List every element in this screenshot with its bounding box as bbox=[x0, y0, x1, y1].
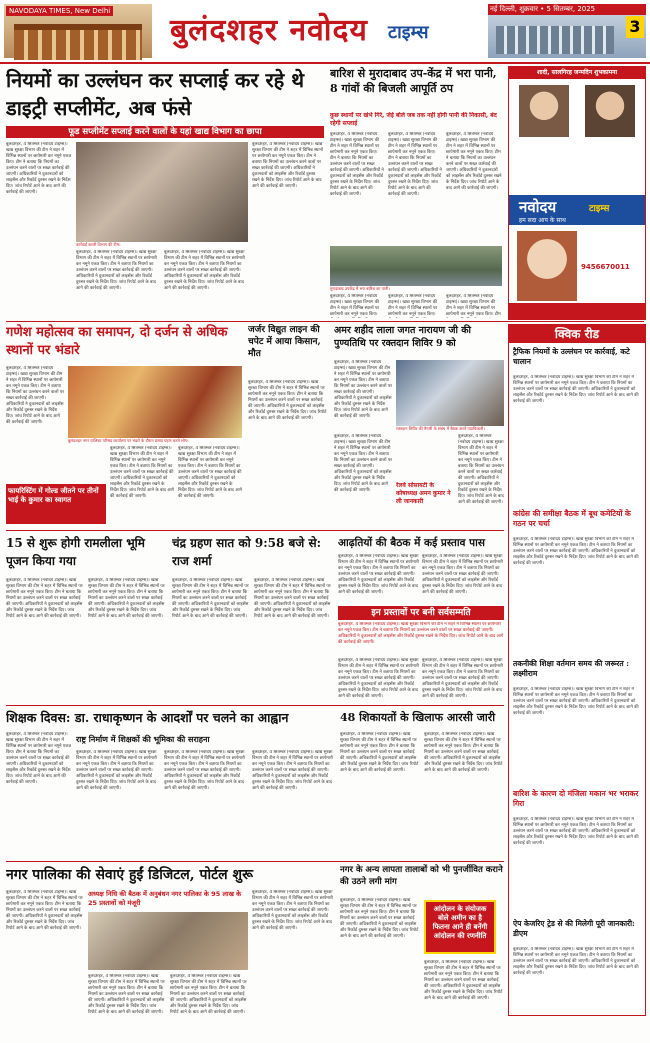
municipal-photo bbox=[88, 912, 248, 970]
traders-resolutions: बुलंदशहर, 4 सितम्बर (नवोदय टाइम्स)। खाद्य सुरक्षा विभाग की टीम ने शहर में विभिन्न स्थानों पर छापेमारी कर नमूने एकत्र किए। टीम ने बताया कि नियमों का उल्लंघन करने वालों पर सख्त कार्रवाई की जाएगी। अधिकारियों ने दुकानदारों को लाइसेंस और रिकॉर्ड दुरुस्त रखने के निर्देश दिए। जांच रिपोर्ट आने के बाद आगे की कार्रवाई की जाएगी। bbox=[338, 622, 504, 645]
ponds-col-1: बुलंदशहर, 4 सितम्बर (नवोदय टाइम्स)। खाद्य सुरक्षा विभाग की टीम ने शहर में विभिन्न स्थानों पर छापेमारी कर नमूने एकत्र किए। टीम ने बताया कि नियमों का उल्लंघन करने वालों पर सख्त कार्रवाई की जाएगी। अधिकारियों ने दुकानदारों को लाइसेंस और रिकॉर्ड दुरुस्त रखने के निर्देश दिए। जांच रिपोर्ट आने के बाद आगे की कार्रवाई की जाएगी। bbox=[340, 898, 419, 939]
flood-col-2: बुलंदशहर, 4 सितम्बर (नवोदय टाइम्स)। खाद्य सुरक्षा विभाग की टीम ने शहर में विभिन्न स्थानों पर छापेमारी कर नमूने एकत्र किए। टीम ने बताया कि नियमों का उल्लंघन करने वालों पर सख्त कार्रवाई की जाएगी। अधिकारियों ने दुकानदारों को लाइसेंस और रिकॉर्ड दुरुस्त रखने के निर्देश दिए। जांच रिपोर्ट आने के बाद आगे की कार्रवाई की जाएगी। bbox=[388, 132, 442, 197]
lead-subhead: फूड सप्लीमेंट सप्लाई करने वालों के यहां खाद्य विभाग का छापा bbox=[6, 126, 324, 138]
quick-read-item4-headline: बारिश के कारण दो मंजिला मकान भर भराकर गिरा bbox=[513, 789, 639, 808]
promo-brand-band bbox=[509, 195, 645, 225]
complaints-headline: 48 शिकायतों के खिलाफ आरसी जारी bbox=[340, 711, 496, 724]
ganesh-photo-caption: बुलंदशहर नगर पालिका परिषद कार्यालय पर भंडारे के दौरान प्रसाद ग्रहण करते लोग। bbox=[68, 438, 242, 444]
divider bbox=[6, 321, 644, 322]
traders-col-1: बुलंदशहर, 4 सितम्बर (नवोदय टाइम्स)। खाद्य सुरक्षा विभाग की टीम ने शहर में विभिन्न स्थानों पर छापेमारी कर नमूने एकत्र किए। टीम ने बताया कि नियमों का उल्लंघन करने वालों पर सख्त कार्रवाई की जाएगी। अधिकारियों ने दुकानदारों को लाइसेंस और रिकॉर्ड दुरुस्त रखने के निर्देश दिए। जांच रिपोर्ट आने के बाद आगे की कार्रवाई की जाएगी। bbox=[338, 554, 419, 595]
ramlila-headline: 15 से शुरू होगी रामलीला भूमि पूजन किया गया bbox=[6, 536, 145, 568]
teachers-col-2: बुलंदशहर, 4 सितम्बर (नवोदय टाइम्स)। खाद्य सुरक्षा विभाग की टीम ने शहर में विभिन्न स्थानों पर छापेमारी कर नमूने एकत्र किए। टीम ने बताया कि नियमों का उल्लंघन करने वालों पर सख्त कार्रवाई की जाएगी। अधिकारियों ने दुकानदारों को लाइसेंस और रिकॉर्ड दुरुस्त रखने के निर्देश दिए। जांच रिपोर्ट आने के बाद आगे की कार्रवाई की जाएगी। bbox=[76, 750, 157, 791]
promo-header: शादी, सालगिरह जन्मदिन शुभकामना bbox=[509, 67, 645, 79]
ganesh-col-1: बुलंदशहर, 4 सितम्बर (नवोदय टाइम्स)। खाद्य सुरक्षा विभाग की टीम ने शहर में विभिन्न स्थानों पर छापेमारी कर नमूने एकत्र किए। टीम ने बताया कि नियमों का उल्लंघन करने वालों पर सख्त कार्रवाई की जाएगी। अधिकारियों ने दुकानदारों को लाइसेंस और रिकॉर्ड दुरुस्त रखने के निर्देश दिए। जांच रिपोर्ट आने के बाद आगे की कार्रवाई की जाएगी। bbox=[6, 366, 64, 425]
blood-headline: अमर शहीद लाला जगत नारायण जी की पुण्यतिथि पर रक्तदान शिविर 9 को bbox=[334, 325, 472, 349]
ramlila-col-1: बुलंदशहर, 4 सितम्बर (नवोदय टाइम्स)। खाद्य सुरक्षा विभाग की टीम ने शहर में विभिन्न स्थानों पर छापेमारी कर नमूने एकत्र किए। टीम ने बताया कि नियमों का उल्लंघन करने वालों पर सख्त कार्रवाई की जाएगी। अधिकारियों ने दुकानदारों को लाइसेंस और रिकॉर्ड दुरुस्त रखने के निर्देश दिए। जांच रिपोर्ट आने के बाद आगे की कार्रवाई की जाएगी। bbox=[6, 578, 83, 619]
ganesh-headline: गणेश महोत्सव का समापन, दो दर्जन से अधिक स्थानों पर भंडारे bbox=[6, 325, 228, 358]
teachers-col-1: बुलंदशहर, 4 सितम्बर (नवोदय टाइम्स)। खाद्य सुरक्षा विभाग की टीम ने शहर में विभिन्न स्थानों पर छापेमारी कर नमूने एकत्र किए। टीम ने बताया कि नियमों का उल्लंघन करने वालों पर सख्त कार्रवाई की जाएगी। अधिकारियों ने दुकानदारों को लाइसेंस और रिकॉर्ड दुरुस्त रखने के निर्देश दिए। जांच रिपोर्ट आने के बाद आगे की कार्रवाई की जाएगी। bbox=[6, 732, 71, 785]
divider bbox=[6, 705, 504, 706]
municipal-col-2: बुलंदशहर, 4 सितम्बर (नवोदय टाइम्स)। खाद्य सुरक्षा विभाग की टीम ने शहर में विभिन्न स्थानों पर छापेमारी कर नमूने एकत्र किए। टीम ने बताया कि नियमों का उल्लंघन करने वालों पर सख्त कार्रवाई की जाएगी। अधिकारियों ने दुकानदारों को लाइसेंस और रिकॉर्ड दुरुस्त रखने के निर्देश दिए। जांच रिपोर्ट आने के बाद आगे की कार्रवाई की जाएगी। bbox=[88, 974, 165, 1015]
lead-photo-caption: कार्रवाई करती विभाग की टीम। bbox=[76, 242, 248, 248]
ganesh-inset-headline: फायरिस्टिंग में गोल्ड जीतने पर तीनों भाई के कुमार का स्वागत bbox=[6, 484, 106, 524]
eclipse-col-1: बुलंदशहर, 4 सितम्बर (नवोदय टाइम्स)। खाद्य सुरक्षा विभाग की टीम ने शहर में विभिन्न स्थानों पर छापेमारी कर नमूने एकत्र किए। टीम ने बताया कि नियमों का उल्लंघन करने वालों पर सख्त कार्रवाई की जाएगी। अधिकारियों ने दुकानदारों को लाइसेंस और रिकॉर्ड दुरुस्त रखने के निर्देश दिए। जांच रिपोर्ट आने के बाद आगे की कार्रवाई की जाएगी। bbox=[172, 578, 249, 619]
lead-col-1: बुलंदशहर, 4 सितम्बर (नवोदय टाइम्स)। खाद्य सुरक्षा विभाग की टीम ने शहर में विभिन्न स्थानों पर छापेमारी कर नमूने एकत्र किए। टीम ने बताया कि नियमों का उल्लंघन करने वालों पर सख्त कार्रवाई की जाएगी। अधिकारियों ने दुकानदारों को लाइसेंस और रिकॉर्ड दुरुस्त रखने के निर्देश दिए। जांच रिपोर्ट आने के बाद आगे की कार्रवाई की जाएगी। bbox=[6, 142, 71, 195]
traders-redbar: इन प्रस्तावों पर बनी सर्वसम्मति bbox=[338, 606, 504, 620]
eclipse-headline: चंद्र ग्रहण सात को 9:58 बजे से: राज शर्मा bbox=[172, 536, 322, 568]
quick-read-item1-headline: ट्रैफिक नियमों के उल्लंघन पर कार्रवाई, कटे चालान bbox=[513, 347, 630, 366]
promo-phone: 9456670011 bbox=[581, 263, 630, 271]
flood-col-4: बुलंदशहर, 4 सितम्बर (नवोदय टाइम्स)। खाद्य सुरक्षा विभाग की टीम ने शहर में विभिन्न स्थानों पर छापेमारी कर नमूने एकत्र किए। bbox=[330, 294, 380, 317]
blood-photo-caption: रक्तदान शिविर की तैयारी के संबंध में बैठक करते पदाधिकारी। bbox=[396, 426, 504, 432]
ponds-col-2: बुलंदशहर, 4 सितम्बर (नवोदय टाइम्स)। खाद्य सुरक्षा विभाग की टीम ने शहर में विभिन्न स्थानों पर छापेमारी कर नमूने एकत्र किए। टीम ने बताया कि नियमों का उल्लंघन करने वालों पर सख्त कार्रवाई की जाएगी। अधिकारियों ने दुकानदारों को लाइसेंस और रिकॉर्ड दुरुस्त रखने के निर्देश दिए। जांच रिपोर्ट आने के बाद आगे की कार्रवाई की जाएगी। bbox=[424, 960, 503, 1001]
teachers-col-4: बुलंदशहर, 4 सितम्बर (नवोदय टाइम्स)। खाद्य सुरक्षा विभाग की टीम ने शहर में विभिन्न स्थानों पर छापेमारी कर नमूने एकत्र किए। टीम ने बताया कि नियमों का उल्लंघन करने वालों पर सख्त कार्रवाई की जाएगी। अधिकारियों ने दुकानदारों को लाइसेंस और रिकॉर्ड दुरुस्त रखने के निर्देश दिए। जांच रिपोर्ट आने के बाद आगे की कार्रवाई की जाएगी। bbox=[252, 750, 333, 791]
masthead bbox=[0, 0, 650, 64]
promo-brand-sub: टाइम्स bbox=[589, 204, 610, 214]
electric-headline: जर्जर विद्युत लाइन की चपेट में आया किसान, मौत bbox=[248, 325, 321, 359]
blood-col-2: बुलंदशहर, 4 सितम्बर (नवोदय टाइम्स)। खाद्य सुरक्षा विभाग की टीम ने शहर में विभिन्न स्थानों पर छापेमारी कर नमूने एकत्र किए। टीम ने बताया कि नियमों का उल्लंघन करने वालों पर सख्त कार्रवाई की जाएगी। अधिकारियों ने दुकानदारों को लाइसेंस और रिकॉर्ड दुरुस्त रखने के निर्देश दिए। जांच रिपोर्ट आने के बाद आगे की कार्रवाई की जाएगी। bbox=[334, 434, 392, 493]
promo-photo-2 bbox=[585, 85, 635, 137]
flood-headline: बारिश से मुरादाबाद उप-केंद्र में भरा पानी, 8 गांवों की बिजली आपूर्ति ठप bbox=[330, 67, 497, 95]
quick-read-item3-body: बुलंदशहर, 4 सितम्बर (नवोदय टाइम्स)। खाद्य सुरक्षा विभाग की टीम ने शहर में विभिन्न स्थानों पर छापेमारी कर नमूने एकत्र किए। टीम ने बताया कि नियमों का उल्लंघन करने वालों पर सख्त कार्रवाई की जाएगी। अधिकारियों ने दुकानदारों को लाइसेंस और रिकॉर्ड दुरुस्त रखने के निर्देश दिए। जांच रिपोर्ट आने के बाद आगे की कार्रवाई की जाएगी। bbox=[513, 687, 639, 716]
edition-label: NAVODAYA TIMES, New Delhi bbox=[6, 6, 113, 16]
municipal-col-3: बुलंदशहर, 4 सितम्बर (नवोदय टाइम्स)। खाद्य सुरक्षा विभाग की टीम ने शहर में विभिन्न स्थानों पर छापेमारी कर नमूने एकत्र किए। टीम ने बताया कि नियमों का उल्लंघन करने वालों पर सख्त कार्रवाई की जाएगी। अधिकारियों ने दुकानदारों को लाइसेंस और रिकॉर्ड दुरुस्त रखने के निर्देश दिए। जांच रिपोर्ट आने के बाद आगे की कार्रवाई की जाएगी। bbox=[170, 974, 247, 1015]
flood-bullet: कुछ स्थानों पर खंभे गिरे, जेई बोले जब तक नहीं होगी पानी की निकासी, बंद रहेगी सप्लाई bbox=[330, 112, 497, 127]
quick-read-item1-body: बुलंदशहर, 4 सितम्बर (नवोदय टाइम्स)। खाद्य सुरक्षा विभाग की टीम ने शहर में विभिन्न स्थानों पर छापेमारी कर नमूने एकत्र किए। टीम ने बताया कि नियमों का उल्लंघन करने वालों पर सख्त कार्रवाई की जाएगी। अधिकारियों ने दुकानदारों को लाइसेंस और रिकॉर्ड दुरुस्त रखने के निर्देश दिए। जांच रिपोर्ट आने के बाद आगे की कार्रवाई की जाएगी। bbox=[513, 375, 639, 404]
divider bbox=[6, 530, 504, 531]
promo-tagline: हम सदा आप के साथ bbox=[519, 217, 566, 224]
eclipse-col-2: बुलंदशहर, 4 सितम्बर (नवोदय टाइम्स)। खाद्य सुरक्षा विभाग की टीम ने शहर में विभिन्न स्थानों पर छापेमारी कर नमूने एकत्र किए। टीम ने बताया कि नियमों का उल्लंघन करने वालों पर सख्त कार्रवाई की जाएगी। अधिकारियों ने दुकानदारों को लाइसेंस और रिकॉर्ड दुरुस्त रखने के निर्देश दिए। जांच रिपोर्ट आने के बाद आगे की कार्रवाई की जाएगी। bbox=[254, 578, 331, 619]
quick-read-item4-body: बुलंदशहर, 4 सितम्बर (नवोदय टाइम्स)। खाद्य सुरक्षा विभाग की टीम ने शहर में विभिन्न स्थानों पर छापेमारी कर नमूने एकत्र किए। टीम ने बताया कि नियमों का उल्लंघन करने वालों पर सख्त कार्रवाई की जाएगी। अधिकारियों ने दुकानदारों को लाइसेंस और रिकॉर्ड दुरुस्त रखने के निर्देश दिए। जांच रिपोर्ट आने के बाद आगे की कार्रवाई की जाएगी। bbox=[513, 817, 639, 846]
promo-box bbox=[508, 66, 646, 320]
quick-read-item3-headline: तकनीकी शिक्षा वर्तमान समय की जरूरत : लक्ष्मीराम bbox=[513, 659, 630, 678]
masthead-right-photo bbox=[488, 4, 646, 58]
masthead-title bbox=[160, 6, 480, 52]
lead-photo bbox=[76, 142, 248, 242]
ponds-headline: नगर के अन्य लापता तालाबों को भी पुनर्जीवित कराने की उठने लगी मांग bbox=[340, 865, 503, 887]
masthead-left-photo bbox=[4, 4, 152, 58]
blood-photo bbox=[396, 360, 504, 426]
lead-headline: नियमों का उल्लंघन कर सप्लाई कर रहे थे डाइट्री सप्लीमेंट, अब फंसे bbox=[6, 68, 305, 120]
lead-col-2b: बुलंदशहर, 4 सितम्बर (नवोदय टाइम्स)। खाद्य सुरक्षा विभाग की टीम ने शहर में विभिन्न स्थानों पर छापेमारी कर नमूने एकत्र किए। टीम ने बताया कि नियमों का उल्लंघन करने वालों पर सख्त कार्रवाई की जाएगी। अधिकारियों ने दुकानदारों को लाइसेंस और रिकॉर्ड दुरुस्त रखने के निर्देश दिए। जांच रिपोर्ट आने के बाद आगे की कार्रवाई की जाएगी। bbox=[164, 250, 245, 291]
municipal-headline: नगर पालिका की सेवाएं हुईं डिजिटल, पोर्टल शुरू bbox=[6, 867, 253, 883]
traders-col-3: बुलंदशहर, 4 सितम्बर (नवोदय टाइम्स)। खाद्य सुरक्षा विभाग की टीम ने शहर में विभिन्न स्थानों पर छापेमारी कर नमूने एकत्र किए। टीम ने बताया कि नियमों का उल्लंघन करने वालों पर सख्त कार्रवाई की जाएगी। अधिकारियों ने दुकानदारों को लाइसेंस और रिकॉर्ड दुरुस्त रखने के निर्देश दिए। जांच रिपोर्ट आने के बाद आगे की कार्रवाई की जाएगी। bbox=[338, 658, 419, 699]
flood-col-6: बुलंदशहर, 4 सितम्बर (नवोदय टाइम्स)। खाद्य सुरक्षा विभाग की टीम ने शहर में विभिन्न स्थानों पर छापेमारी कर नमूने एकत्र किए। टीम bbox=[446, 294, 501, 317]
promo-footer-bar bbox=[509, 303, 645, 319]
divider bbox=[6, 861, 504, 862]
lead-col-2a: बुलंदशहर, 4 सितम्बर (नवोदय टाइम्स)। खाद्य सुरक्षा विभाग की टीम ने शहर में विभिन्न स्थानों पर छापेमारी कर नमूने एकत्र किए। टीम ने बताया कि नियमों का उल्लंघन करने वालों पर सख्त कार्रवाई की जाएगी। अधिकारियों ने दुकानदारों को लाइसेंस और रिकॉर्ड दुरुस्त रखने के निर्देश दिए। जांच रिपोर्ट आने के बाद आगे की कार्रवाई की जाएगी। bbox=[76, 250, 157, 291]
quick-read-item2-body: बुलंदशहर, 4 सितम्बर (नवोदय टाइम्स)। खाद्य सुरक्षा विभाग की टीम ने शहर में विभिन्न स्थानों पर छापेमारी कर नमूने एकत्र किए। टीम ने बताया कि नियमों का उल्लंघन करने वालों पर सख्त कार्रवाई की जाएगी। अधिकारियों ने दुकानदारों को लाइसेंस और रिकॉर्ड दुरुस्त रखने के निर्देश दिए। जांच रिपोर्ट आने के बाद आगे की कार्रवाई की जाएगी। bbox=[513, 537, 639, 566]
traders-col-2: बुलंदशहर, 4 सितम्बर (नवोदय टाइम्स)। खाद्य सुरक्षा विभाग की टीम ने शहर में विभिन्न स्थानों पर छापेमारी कर नमूने एकत्र किए। टीम ने बताया कि नियमों का उल्लंघन करने वालों पर सख्त कार्रवाई की जाएगी। अधिकारियों ने दुकानदारों को लाइसेंस और रिकॉर्ड दुरुस्त रखने के निर्देश दिए। जांच रिपोर्ट आने के बाद आगे की कार्रवाई की जाएगी। bbox=[422, 554, 503, 595]
lead-col-3: बुलंदशहर, 4 सितम्बर (नवोदय टाइम्स)। खाद्य सुरक्षा विभाग की टीम ने शहर में विभिन्न स्थानों पर छापेमारी कर नमूने एकत्र किए। टीम ने बताया कि नियमों का उल्लंघन करने वालों पर सख्त कार्रवाई की जाएगी। अधिकारियों ने दुकानदारों को लाइसेंस और रिकॉर्ड दुरुस्त रखने के निर्देश दिए। जांच रिपोर्ट आने के बाद आगे की कार्रवाई की जाएगी। bbox=[252, 142, 324, 189]
flood-col-1: बुलंदशहर, 4 सितम्बर (नवोदय टाइम्स)। खाद्य सुरक्षा विभाग की टीम ने शहर में विभिन्न स्थानों पर छापेमारी कर नमूने एकत्र किए। टीम ने बताया कि नियमों का उल्लंघन करने वालों पर सख्त कार्रवाई की जाएगी। अधिकारियों ने दुकानदारों को लाइसेंस और रिकॉर्ड दुरुस्त रखने के निर्देश दिए। जांच रिपोर्ट आने के बाद आगे की कार्रवाई की जाएगी। bbox=[330, 132, 384, 197]
promo-child-photo bbox=[517, 231, 577, 301]
flood-photo-caption: मुरादाबाद उपकेंद्र में भरा बारिश का पानी। bbox=[330, 286, 502, 292]
paper-name: बुलंदशहर नवोदय bbox=[170, 13, 368, 48]
promo-brand: नवोदय bbox=[519, 198, 557, 216]
complaints-col-1: बुलंदशहर, 4 सितम्बर (नवोदय टाइम्स)। खाद्य सुरक्षा विभाग की टीम ने शहर में विभिन्न स्थानों पर छापेमारी कर नमूने एकत्र किए। टीम ने बताया कि नियमों का उल्लंघन करने वालों पर सख्त कार्रवाई की जाएगी। अधिकारियों ने दुकानदारों को लाइसेंस और रिकॉर्ड दुरुस्त रखने के निर्देश दिए। जांच रिपोर्ट आने के बाद आगे की कार्रवाई की जाएगी। bbox=[340, 732, 419, 773]
ramlila-col-2: बुलंदशहर, 4 सितम्बर (नवोदय टाइम्स)। खाद्य सुरक्षा विभाग की टीम ने शहर में विभिन्न स्थानों पर छापेमारी कर नमूने एकत्र किए। टीम ने बताया कि नियमों का उल्लंघन करने वालों पर सख्त कार्रवाई की जाएगी। अधिकारियों ने दुकानदारों को लाइसेंस और रिकॉर्ड दुरुस्त रखने के निर्देश दिए। जांच रिपोर्ट आने के बाद आगे की कार्रवाई की जाएगी। bbox=[88, 578, 165, 619]
ponds-callout: आंदोलन के संयोजक बोले अमीन का है फितना आने ही बनेंगी आंदोलन की रणनीति bbox=[424, 900, 496, 954]
teachers-subhead: राष्ट्र निर्माण में शिक्षकों की भूमिका की सराहना bbox=[76, 734, 210, 744]
electric-col: बुलंदशहर, 4 सितम्बर (नवोदय टाइम्स)। खाद्य सुरक्षा विभाग की टीम ने शहर में विभिन्न स्थानों पर छापेमारी कर नमूने एकत्र किए। टीम ने बताया कि नियमों का उल्लंघन करने वालों पर सख्त कार्रवाई की जाएगी। अधिकारियों ने दुकानदारों को लाइसेंस और रिकॉर्ड दुरुस्त रखने के निर्देश दिए। जांच रिपोर्ट आने के बाद आगे की कार्रवाई की जाएगी। bbox=[248, 380, 327, 421]
municipal-col-1: बुलंदशहर, 4 सितम्बर (नवोदय टाइम्स)। खाद्य सुरक्षा विभाग की टीम ने शहर में विभिन्न स्थानों पर छापेमारी कर नमूने एकत्र किए। टीम ने बताया कि नियमों का उल्लंघन करने वालों पर सख्त कार्रवाई की जाएगी। अधिकारियों ने दुकानदारों को लाइसेंस और रिकॉर्ड दुरुस्त रखने के निर्देश दिए। जांच रिपोर्ट आने के बाद आगे की कार्रवाई की जाएगी। bbox=[6, 890, 83, 931]
flood-photo bbox=[330, 246, 502, 286]
quick-read-item5-headline: ऐप केजरिए ट्रेड से की मिलेगी पूरी जानकारी: डीएम bbox=[513, 919, 635, 938]
blood-inset-headline: रेलवे सोसायटी के कोषाध्यक्ष अमन कुमार ने ली जानकारी bbox=[396, 482, 451, 505]
traders-col-4: बुलंदशहर, 4 सितम्बर (नवोदय टाइम्स)। खाद्य सुरक्षा विभाग की टीम ने शहर में विभिन्न स्थानों पर छापेमारी कर नमूने एकत्र किए। टीम ने बताया कि नियमों का उल्लंघन करने वालों पर सख्त कार्रवाई की जाएगी। अधिकारियों ने दुकानदारों को लाइसेंस और रिकॉर्ड दुरुस्त रखने के निर्देश दिए। जांच रिपोर्ट आने के बाद आगे की कार्रवाई की जाएगी। bbox=[422, 658, 503, 699]
ganesh-col-2: बुलंदशहर, 4 सितम्बर (नवोदय टाइम्स)। खाद्य सुरक्षा विभाग की टीम ने शहर में विभिन्न स्थानों पर छापेमारी कर नमूने एकत्र किए। टीम ने बताया कि नियमों का उल्लंघन करने वालों पर सख्त कार्रवाई की जाएगी। अधिकारियों ने दुकानदारों को लाइसेंस और रिकॉर्ड दुरुस्त रखने के निर्देश दिए। जांच रिपोर्ट आने के बाद आगे की कार्रवाई की जाएगी। bbox=[110, 446, 174, 499]
ganesh-col-3: बुलंदशहर, 4 सितम्बर (नवोदय टाइम्स)। खाद्य सुरक्षा विभाग की टीम ने शहर में विभिन्न स्थानों पर छापेमारी कर नमूने एकत्र किए। टीम ने बताया कि नियमों का उल्लंघन करने वालों पर सख्त कार्रवाई की जाएगी। अधिकारियों ने दुकानदारों को लाइसेंस और रिकॉर्ड दुरुस्त रखने के निर्देश दिए। जांच रिपोर्ट आने के बाद आगे की कार्रवाई की जाएगी। bbox=[178, 446, 242, 499]
flood-col-5: बुलंदशहर, 4 सितम्बर (नवोदय टाइम्स)। खाद्य सुरक्षा विभाग की टीम ने शहर में विभिन्न स्थानों पर छापेमारी कर नमूने एकत्र किए। bbox=[388, 294, 438, 317]
traders-headline: आढ़तियों की बैठक में कई प्रस्ताव पास bbox=[338, 537, 485, 549]
quick-read-item5-body: बुलंदशहर, 4 सितम्बर (नवोदय टाइम्स)। खाद्य सुरक्षा विभाग की टीम ने शहर में विभिन्न स्थानों पर छापेमारी कर नमूने एकत्र किए। टीम ने बताया कि नियमों का उल्लंघन करने वालों पर सख्त कार्रवाई की जाएगी। अधिकारियों ने दुकानदारों को लाइसेंस और रिकॉर्ड दुरुस्त रखने के निर्देश दिए। जांच रिपोर्ट आने के बाद आगे की कार्रवाई की जाएगी। bbox=[513, 947, 639, 976]
page-number: 3 bbox=[626, 16, 644, 38]
blood-col-3: बुलंदशहर, 4 सितम्बर (नवोदय टाइम्स)। खाद्य सुरक्षा विभाग की टीम ने शहर में विभिन्न स्थानों पर छापेमारी कर नमूने एकत्र किए। टीम ने बताया कि नियमों का उल्लंघन करने वालों पर सख्त कार्रवाई की जाएगी। अधिकारियों ने दुकानदारों को लाइसेंस और रिकॉर्ड दुरुस्त रखने के निर्देश दिए। जांच रिपोर्ट आने के बाद आगे की कार्रवाई की जाएगी। bbox=[458, 434, 504, 505]
municipal-col-4: बुलंदशहर, 4 सितम्बर (नवोदय टाइम्स)। खाद्य सुरक्षा विभाग की टीम ने शहर में विभिन्न स्थानों पर छापेमारी कर नमूने एकत्र किए। टीम ने बताया कि नियमों का उल्लंघन करने वालों पर सख्त कार्रवाई की जाएगी। अधिकारियों ने दुकानदारों को लाइसेंस और रिकॉर्ड दुरुस्त रखने के निर्देश दिए। जांच रिपोर्ट आने के बाद आगे की कार्रवाई की जाएगी। bbox=[252, 890, 333, 931]
date-line: नई दिल्ली, शुक्रवार • 5 सितम्बर, 2025 bbox=[488, 4, 646, 15]
ganesh-photo bbox=[68, 366, 242, 438]
promo-photo-1 bbox=[519, 85, 569, 137]
teachers-headline: शिक्षक दिवस: डा. राधाकृष्णन के आदर्शों पर चलने का आह्वान bbox=[6, 710, 289, 725]
building-illustration bbox=[14, 24, 142, 60]
blood-col-1: बुलंदशहर, 4 सितम्बर (नवोदय टाइम्स)। खाद्य सुरक्षा विभाग की टीम ने शहर में विभिन्न स्थानों पर छापेमारी कर नमूने एकत्र किए। टीम ने बताया कि नियमों का उल्लंघन करने वालों पर सख्त कार्रवाई की जाएगी। अधिकारियों ने दुकानदारों को लाइसेंस और रिकॉर्ड दुरुस्त रखने के निर्देश दिए। जांच रिपोर्ट आने के बाद आगे की कार्रवाई की जाएगी। bbox=[334, 360, 392, 419]
municipal-bullet: अध्यक्ष निधि की बैठक में अनुबंधन नगर पालिका के 95 लाख के 25 प्रस्तावों को मंजूरी bbox=[88, 890, 242, 907]
teachers-col-3: बुलंदशहर, 4 सितम्बर (नवोदय टाइम्स)। खाद्य सुरक्षा विभाग की टीम ने शहर में विभिन्न स्थानों पर छापेमारी कर नमूने एकत्र किए। टीम ने बताया कि नियमों का उल्लंघन करने वालों पर सख्त कार्रवाई की जाएगी। अधिकारियों ने दुकानदारों को लाइसेंस और रिकॉर्ड दुरुस्त रखने के निर्देश दिए। जांच रिपोर्ट आने के बाद आगे की कार्रवाई की जाएगी। bbox=[164, 750, 245, 791]
building-illustration-right bbox=[496, 26, 614, 54]
quick-read-box bbox=[508, 324, 646, 1016]
flood-col-3: बुलंदशहर, 4 सितम्बर (नवोदय टाइम्स)। खाद्य सुरक्षा विभाग की टीम ने शहर में विभिन्न स्थानों पर छापेमारी कर नमूने एकत्र किए। टीम ने बताया कि नियमों का उल्लंघन करने वालों पर सख्त कार्रवाई की जाएगी। अधिकारियों ने दुकानदारों को लाइसेंस और रिकॉर्ड दुरुस्त रखने के निर्देश दिए। जांच रिपोर्ट आने के बाद आगे की कार्रवाई की जाएगी। bbox=[446, 132, 502, 191]
paper-name-times: टाइम्स bbox=[388, 22, 429, 43]
quick-read-title: क्विक रीड bbox=[509, 325, 645, 343]
quick-read-item2-headline: कांग्रेस की समीक्षा बैठक में बूथ कमेटियों के गठन पर चर्चा bbox=[513, 509, 631, 528]
complaints-col-2: बुलंदशहर, 4 सितम्बर (नवोदय टाइम्स)। खाद्य सुरक्षा विभाग की टीम ने शहर में विभिन्न स्थानों पर छापेमारी कर नमूने एकत्र किए। टीम ने बताया कि नियमों का उल्लंघन करने वालों पर सख्त कार्रवाई की जाएगी। अधिकारियों ने दुकानदारों को लाइसेंस और रिकॉर्ड दुरुस्त रखने के निर्देश दिए। जांच रिपोर्ट आने के बाद आगे की कार्रवाई की जाएगी। bbox=[424, 732, 503, 773]
